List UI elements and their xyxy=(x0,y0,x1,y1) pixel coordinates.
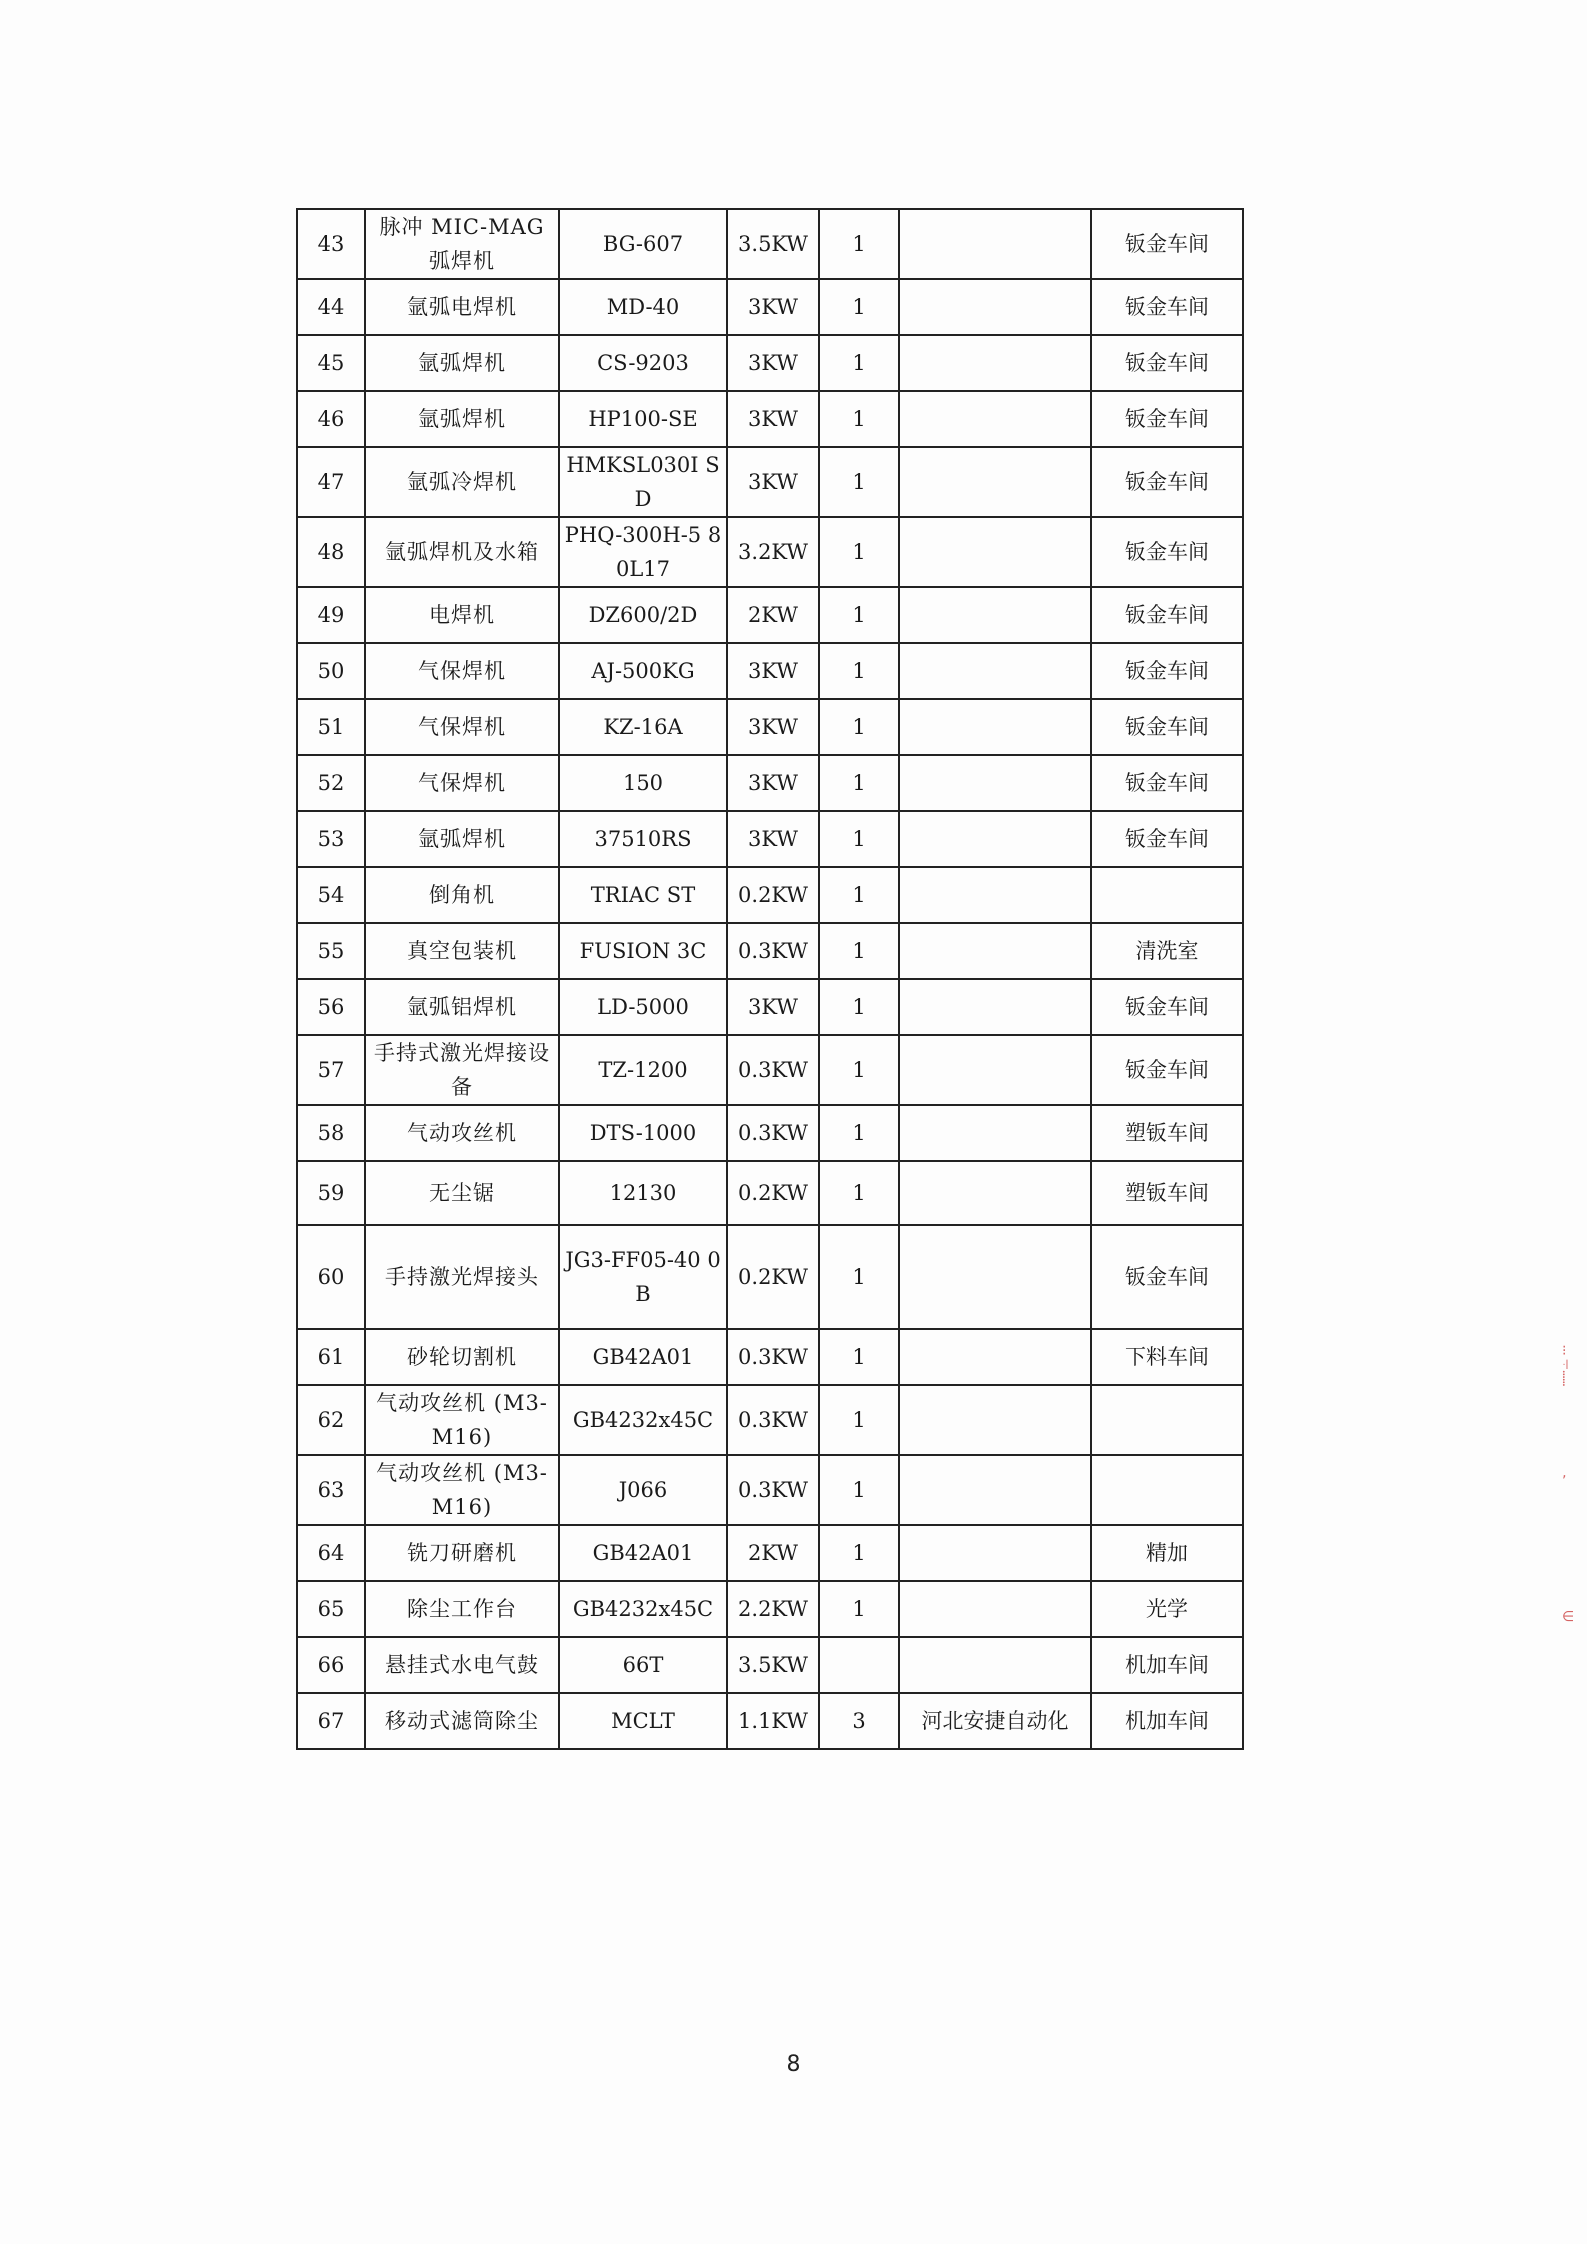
page-number: 8 xyxy=(786,2052,801,2077)
table-row xyxy=(297,209,1243,279)
cell-location: 钣金车间 xyxy=(1091,643,1243,699)
seal-edge-fragment: ∈ xyxy=(1562,1609,1575,1625)
cell-maker xyxy=(899,447,1091,517)
cell-maker xyxy=(899,699,1091,755)
table-row xyxy=(297,923,1243,979)
seal-edge-fragment: ⁝ ꜊ ⸽ xyxy=(1562,1343,1569,1387)
cell-no: 64 xyxy=(297,1525,365,1581)
cell-power: 3.5KW xyxy=(727,209,819,279)
cell-maker xyxy=(899,1455,1091,1525)
cell-qty: 1 xyxy=(819,643,899,699)
cell-power: 3KW xyxy=(727,391,819,447)
cell-power: 0.3KW xyxy=(727,1329,819,1385)
cell-maker xyxy=(899,1225,1091,1329)
cell-model: HP100-SE xyxy=(559,391,727,447)
cell-power: 2.2KW xyxy=(727,1581,819,1637)
cell-location xyxy=(1091,1385,1243,1455)
cell-no: 54 xyxy=(297,867,365,923)
cell-model: DTS-1000 xyxy=(559,1105,727,1161)
cell-location: 钣金车间 xyxy=(1091,699,1243,755)
table-row xyxy=(297,517,1243,587)
cell-location: 钣金车间 xyxy=(1091,517,1243,587)
cell-no: 62 xyxy=(297,1385,365,1455)
cell-qty: 1 xyxy=(819,923,899,979)
cell-model: TZ-1200 xyxy=(559,1035,727,1105)
cell-name: 氩弧电焊机 xyxy=(365,279,559,335)
cell-qty: 1 xyxy=(819,1161,899,1225)
cell-model: DZ600/2D xyxy=(559,587,727,643)
cell-location: 精加 xyxy=(1091,1525,1243,1581)
cell-name: 脉冲 MIC-MAG 弧焊机 xyxy=(365,209,559,279)
cell-no: 55 xyxy=(297,923,365,979)
cell-no: 57 xyxy=(297,1035,365,1105)
cell-name: 氩弧冷焊机 xyxy=(365,447,559,517)
cell-maker xyxy=(899,1385,1091,1455)
cell-power: 2KW xyxy=(727,587,819,643)
cell-model: LD-5000 xyxy=(559,979,727,1035)
cell-model: MCLT xyxy=(559,1693,727,1749)
cell-location: 钣金车间 xyxy=(1091,209,1243,279)
cell-name: 气动攻丝机 (M3-M16) xyxy=(365,1455,559,1525)
cell-no: 49 xyxy=(297,587,365,643)
cell-model: 150 xyxy=(559,755,727,811)
table-row xyxy=(297,1225,1243,1329)
cell-maker xyxy=(899,811,1091,867)
cell-no: 58 xyxy=(297,1105,365,1161)
cell-qty: 1 xyxy=(819,867,899,923)
cell-power: 0.2KW xyxy=(727,1225,819,1329)
cell-no: 53 xyxy=(297,811,365,867)
table-row xyxy=(297,1329,1243,1385)
cell-model: GB42A01 xyxy=(559,1329,727,1385)
cell-name: 电焊机 xyxy=(365,587,559,643)
cell-location: 光学 xyxy=(1091,1581,1243,1637)
cell-no: 61 xyxy=(297,1329,365,1385)
cell-name: 氩弧焊机 xyxy=(365,391,559,447)
cell-location: 钣金车间 xyxy=(1091,979,1243,1035)
cell-model: 12130 xyxy=(559,1161,727,1225)
cell-no: 48 xyxy=(297,517,365,587)
cell-maker xyxy=(899,1105,1091,1161)
cell-power: 0.3KW xyxy=(727,1105,819,1161)
cell-qty: 1 xyxy=(819,699,899,755)
cell-model: MD-40 xyxy=(559,279,727,335)
cell-power: 3KW xyxy=(727,335,819,391)
cell-qty: 1 xyxy=(819,447,899,517)
cell-no: 45 xyxy=(297,335,365,391)
cell-model: TRIAC ST xyxy=(559,867,727,923)
cell-name: 气保焊机 xyxy=(365,643,559,699)
cell-maker xyxy=(899,1161,1091,1225)
cell-qty: 1 xyxy=(819,1105,899,1161)
cell-name: 真空包装机 xyxy=(365,923,559,979)
table-row xyxy=(297,1581,1243,1637)
cell-name: 气保焊机 xyxy=(365,699,559,755)
table-row xyxy=(297,447,1243,517)
cell-maker xyxy=(899,867,1091,923)
cell-name: 手持激光焊接头 xyxy=(365,1225,559,1329)
cell-name: 氩弧铝焊机 xyxy=(365,979,559,1035)
table-row xyxy=(297,279,1243,335)
cell-qty: 1 xyxy=(819,587,899,643)
cell-location: 钣金车间 xyxy=(1091,755,1243,811)
cell-name: 移动式滤筒除尘 xyxy=(365,1693,559,1749)
cell-qty: 1 xyxy=(819,279,899,335)
table-row xyxy=(297,1105,1243,1161)
cell-name: 砂轮切割机 xyxy=(365,1329,559,1385)
cell-qty xyxy=(819,1637,899,1693)
table-row xyxy=(297,391,1243,447)
cell-qty: 1 xyxy=(819,1525,899,1581)
table-row xyxy=(297,979,1243,1035)
cell-name: 氩弧焊机 xyxy=(365,335,559,391)
cell-location: 钣金车间 xyxy=(1091,335,1243,391)
cell-power: 3KW xyxy=(727,755,819,811)
cell-location: 钣金车间 xyxy=(1091,587,1243,643)
cell-qty: 1 xyxy=(819,517,899,587)
cell-location xyxy=(1091,1455,1243,1525)
cell-location: 清洗室 xyxy=(1091,923,1243,979)
cell-name: 气保焊机 xyxy=(365,755,559,811)
cell-power: 0.2KW xyxy=(727,1161,819,1225)
cell-no: 46 xyxy=(297,391,365,447)
cell-no: 60 xyxy=(297,1225,365,1329)
cell-name: 悬挂式水电气鼓 xyxy=(365,1637,559,1693)
cell-power: 0.2KW xyxy=(727,867,819,923)
table-row xyxy=(297,1525,1243,1581)
cell-location: 机加车间 xyxy=(1091,1637,1243,1693)
cell-power: 0.3KW xyxy=(727,923,819,979)
cell-qty: 1 xyxy=(819,209,899,279)
cell-no: 44 xyxy=(297,279,365,335)
cell-maker xyxy=(899,587,1091,643)
cell-name: 氩弧焊机 xyxy=(365,811,559,867)
cell-maker xyxy=(899,209,1091,279)
cell-qty: 1 xyxy=(819,1385,899,1455)
cell-maker xyxy=(899,923,1091,979)
cell-name: 倒角机 xyxy=(365,867,559,923)
cell-power: 2KW xyxy=(727,1525,819,1581)
table-row xyxy=(297,1693,1243,1749)
cell-no: 63 xyxy=(297,1455,365,1525)
cell-power: 3KW xyxy=(727,447,819,517)
cell-model: JG3-FF05-40 0B xyxy=(559,1225,727,1329)
cell-no: 67 xyxy=(297,1693,365,1749)
cell-model: FUSION 3C xyxy=(559,923,727,979)
cell-power: 0.3KW xyxy=(727,1455,819,1525)
cell-qty: 3 xyxy=(819,1693,899,1749)
cell-power: 3.2KW xyxy=(727,517,819,587)
cell-power: 0.3KW xyxy=(727,1035,819,1105)
cell-power: 0.3KW xyxy=(727,1385,819,1455)
cell-location xyxy=(1091,867,1243,923)
cell-name: 气动攻丝机 (M3-M16) xyxy=(365,1385,559,1455)
cell-model: GB4232x45C xyxy=(559,1385,727,1455)
cell-name: 无尘锯 xyxy=(365,1161,559,1225)
cell-location: 下料车间 xyxy=(1091,1329,1243,1385)
cell-maker xyxy=(899,279,1091,335)
cell-location: 钣金车间 xyxy=(1091,447,1243,517)
cell-power: 3KW xyxy=(727,279,819,335)
cell-model: KZ-16A xyxy=(559,699,727,755)
cell-maker xyxy=(899,335,1091,391)
table-row xyxy=(297,867,1243,923)
cell-no: 51 xyxy=(297,699,365,755)
table-row xyxy=(297,1385,1243,1455)
cell-no: 56 xyxy=(297,979,365,1035)
table-row xyxy=(297,811,1243,867)
cell-name: 氩弧焊机及水箱 xyxy=(365,517,559,587)
cell-model: GB4232x45C xyxy=(559,1581,727,1637)
cell-location: 塑钣车间 xyxy=(1091,1105,1243,1161)
cell-maker xyxy=(899,1035,1091,1105)
cell-qty: 1 xyxy=(819,1035,899,1105)
cell-no: 47 xyxy=(297,447,365,517)
cell-maker xyxy=(899,755,1091,811)
cell-name: 铣刀研磨机 xyxy=(365,1525,559,1581)
cell-power: 3KW xyxy=(727,699,819,755)
cell-location: 钣金车间 xyxy=(1091,279,1243,335)
cell-maker xyxy=(899,1525,1091,1581)
cell-model: BG-607 xyxy=(559,209,727,279)
cell-power: 1.1KW xyxy=(727,1693,819,1749)
cell-model: GB42A01 xyxy=(559,1525,727,1581)
cell-no: 66 xyxy=(297,1637,365,1693)
cell-maker xyxy=(899,517,1091,587)
cell-power: 3.5KW xyxy=(727,1637,819,1693)
equipment-table-body xyxy=(297,209,1243,1749)
cell-maker xyxy=(899,643,1091,699)
cell-qty: 1 xyxy=(819,391,899,447)
cell-no: 43 xyxy=(297,209,365,279)
cell-maker xyxy=(899,979,1091,1035)
cell-maker xyxy=(899,1581,1091,1637)
table-row xyxy=(297,1161,1243,1225)
cell-maker: 河北安捷自动化 xyxy=(899,1693,1091,1749)
cell-model: PHQ-300H-5 80L17 xyxy=(559,517,727,587)
table-row xyxy=(297,1035,1243,1105)
cell-no: 59 xyxy=(297,1161,365,1225)
cell-power: 3KW xyxy=(727,979,819,1035)
cell-name: 手持式激光焊接设备 xyxy=(365,1035,559,1105)
cell-model: 66T xyxy=(559,1637,727,1693)
equipment-table xyxy=(296,208,1244,1750)
cell-location: 钣金车间 xyxy=(1091,391,1243,447)
cell-location: 塑钣车间 xyxy=(1091,1161,1243,1225)
cell-qty: 1 xyxy=(819,1225,899,1329)
table-row xyxy=(297,1455,1243,1525)
cell-no: 65 xyxy=(297,1581,365,1637)
cell-qty: 1 xyxy=(819,1581,899,1637)
table-row xyxy=(297,1637,1243,1693)
cell-model: 37510RS xyxy=(559,811,727,867)
cell-no: 52 xyxy=(297,755,365,811)
cell-qty: 1 xyxy=(819,1329,899,1385)
cell-qty: 1 xyxy=(819,979,899,1035)
cell-location: 机加车间 xyxy=(1091,1693,1243,1749)
cell-name: 气动攻丝机 xyxy=(365,1105,559,1161)
table-row xyxy=(297,755,1243,811)
cell-power: 3KW xyxy=(727,643,819,699)
cell-location: 钣金车间 xyxy=(1091,1035,1243,1105)
cell-location: 钣金车间 xyxy=(1091,1225,1243,1329)
cell-location: 钣金车间 xyxy=(1091,811,1243,867)
cell-qty: 1 xyxy=(819,1455,899,1525)
cell-model: J066 xyxy=(559,1455,727,1525)
cell-maker xyxy=(899,391,1091,447)
cell-maker xyxy=(899,1329,1091,1385)
cell-qty: 1 xyxy=(819,335,899,391)
table-row xyxy=(297,699,1243,755)
table-row xyxy=(297,335,1243,391)
cell-qty: 1 xyxy=(819,811,899,867)
cell-maker xyxy=(899,1637,1091,1693)
cell-model: AJ-500KG xyxy=(559,643,727,699)
cell-model: HMKSL030I SD xyxy=(559,447,727,517)
table-row xyxy=(297,587,1243,643)
cell-model: CS-9203 xyxy=(559,335,727,391)
cell-qty: 1 xyxy=(819,755,899,811)
seal-edge-fragment: ‚ xyxy=(1562,1465,1567,1481)
cell-no: 50 xyxy=(297,643,365,699)
cell-name: 除尘工作台 xyxy=(365,1581,559,1637)
cell-power: 3KW xyxy=(727,811,819,867)
table-row xyxy=(297,643,1243,699)
